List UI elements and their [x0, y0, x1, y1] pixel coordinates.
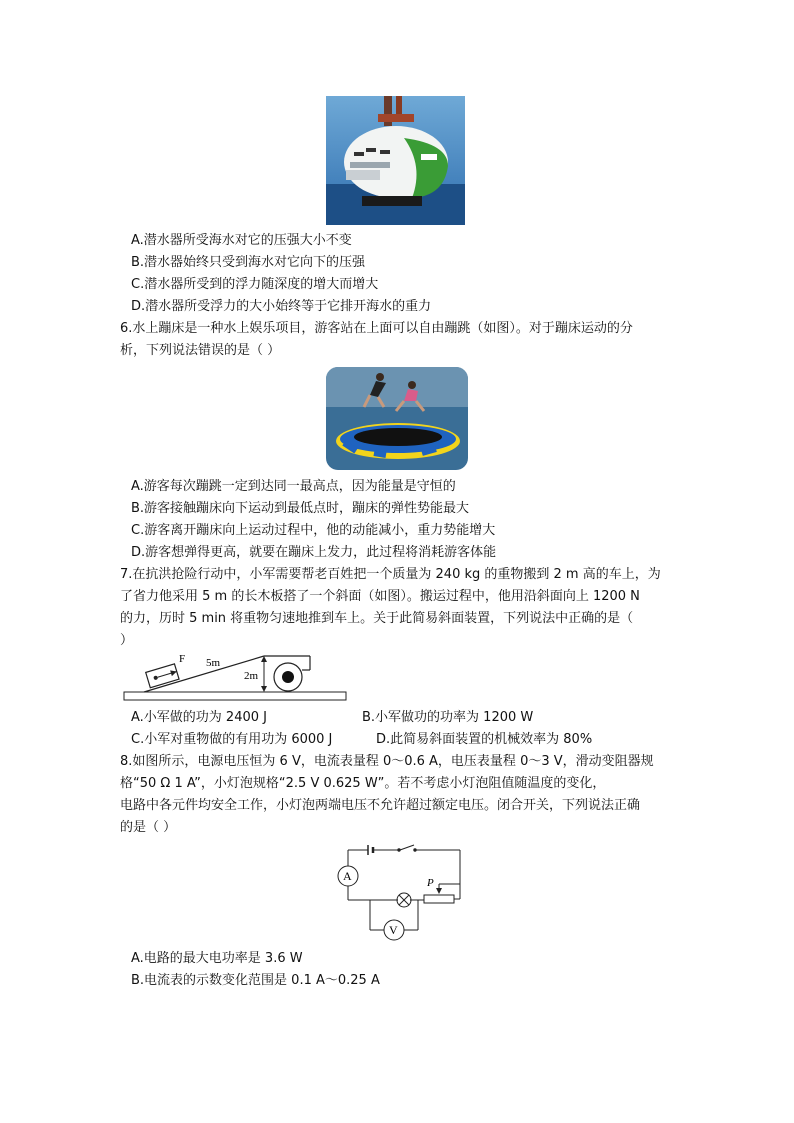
option-a: A.潜水器所受海水对它的压强大小不变 — [131, 233, 352, 248]
q7-stem-line-4: ） — [120, 633, 134, 648]
q7-stem-line-1: 7.在抗洪抢险行动中，小军需要帮老百姓把一个质量为 240 kg 的重物搬到 2 m 高的车上，为 — [120, 567, 661, 582]
incline-diagram — [122, 650, 350, 704]
circuit-diagram — [332, 842, 464, 942]
option-b: B.电流表的示数变化范围是 0.1 A～0.25 A — [131, 973, 380, 988]
q8-stem-line-3: 电路中各元件均安全工作，小灯泡两端电压不允许超过额定电压。闭合开关，下列说法正确 — [120, 798, 641, 813]
water-trampoline-photo — [326, 367, 468, 470]
length-label: 5m — [206, 657, 221, 669]
option-c: C.游客离开蹦床向上运动过程中，他的动能减小，重力势能增大 — [131, 523, 496, 538]
q8-stem-line-4: 的是（ ） — [120, 820, 177, 835]
option-a: A.电路的最大电功率是 3.6 W — [131, 951, 303, 966]
q8-stem-line-1: 8.如图所示，电源电压恒为 6 V，电流表量程 0～0.6 A，电压表量程 0～3 V，滑动变阻器规 — [120, 754, 654, 769]
q7-stem-line-2: 了省力他采用 5 m 的长木板搭了一个斜面（如图）。搬运过程中，他用沿斜面向上 1200 N — [120, 589, 640, 604]
voltmeter-label: V — [389, 923, 398, 937]
option-a: A.游客每次蹦跳一定到达同一最高点，因为能量是守恒的 — [131, 479, 456, 494]
option-c: C.潜水器所受到的浮力随深度的增大而增大 — [131, 277, 379, 292]
submarine-photo — [326, 96, 465, 225]
slider-label: P — [427, 877, 434, 889]
q6-stem-line-2: 析，下列说法错误的是（ ） — [120, 343, 281, 358]
option-a: A.小军做的功为 2400 J — [131, 710, 267, 725]
q8-stem-line-2: 格“50 Ω 1 A”，小灯泡规格“2.5 V 0.625 W”。若不考虑小灯泡阻值随温度的变化， — [120, 776, 606, 791]
option-d: D.潜水器所受浮力的大小始终等于它排开海水的重力 — [131, 299, 432, 314]
q6-stem-line-1: 6.水上蹦床是一种水上娱乐项目，游客站在上面可以自由蹦跳（如图）。对于蹦床运动的分 — [120, 321, 633, 336]
option-c: C.小军对重物做的有用功为 6000 J — [131, 732, 333, 747]
height-label: 2m — [244, 670, 259, 682]
force-label: F — [179, 653, 186, 665]
ammeter-label: A — [343, 869, 352, 883]
option-b: B.潜水器始终只受到海水对它向下的压强 — [131, 255, 366, 270]
option-b: B.游客接触蹦床向下运动到最低点时，蹦床的弹性势能最大 — [131, 501, 470, 516]
option-d: D.游客想弹得更高，就要在蹦床上发力，此过程将消耗游客体能 — [131, 545, 497, 560]
option-d: D.此简易斜面装置的机械效率为 80% — [376, 732, 593, 747]
q7-stem-line-3: 的力，历时 5 min 将重物匀速地推到车上。关于此简易斜面装置，下列说法中正确的是（ — [120, 611, 634, 626]
option-b: B.小军做功的功率为 1200 W — [362, 710, 534, 725]
